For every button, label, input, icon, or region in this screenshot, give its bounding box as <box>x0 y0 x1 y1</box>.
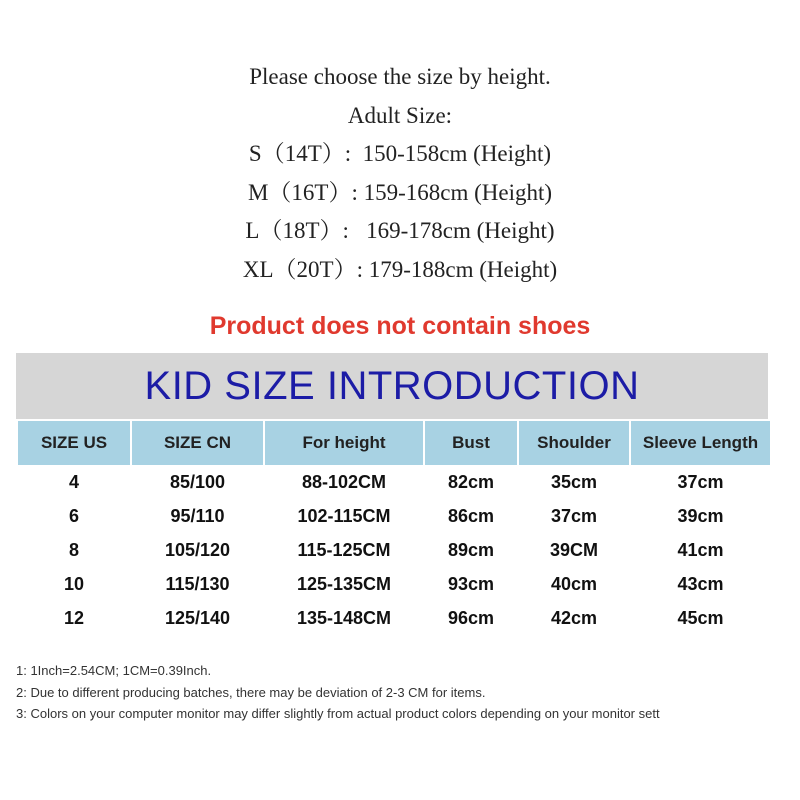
adult-size-line-l: L（18T）: 169-178cm (Height) <box>245 218 555 243</box>
cell-size-us: 12 <box>63 607 85 628</box>
adult-size-line-xl: XL（20T）: 179-188cm (Height) <box>242 256 558 282</box>
size-notes <box>16 660 800 725</box>
table-row <box>18 533 770 567</box>
adult-size-line-s: S（14T）: 150-158cm (Height) <box>248 141 552 166</box>
cell-shoulder: 42cm <box>550 607 598 628</box>
adult-size-block <box>0 58 800 289</box>
header-bust: Bust <box>425 421 517 465</box>
cell-size-us: 10 <box>63 573 85 594</box>
cell-size-cn: 95/110 <box>170 505 225 526</box>
cell-bust: 82cm <box>447 471 495 492</box>
cell-shoulder: 35cm <box>550 471 598 492</box>
cell-shoulder: 39CM <box>549 539 598 560</box>
cell-height: 115-125CM <box>297 539 391 560</box>
table-row <box>18 465 770 499</box>
table-header-row <box>18 421 770 465</box>
cell-sleeve-length: 41cm <box>677 539 724 560</box>
table-row <box>18 499 770 533</box>
table-row <box>18 601 770 635</box>
cell-size-cn: 105/120 <box>164 539 231 560</box>
cell-size-us: 8 <box>68 539 79 560</box>
cell-size-cn: 125/140 <box>164 607 231 628</box>
cell-size-cn: 115/130 <box>165 573 230 594</box>
cell-size-us: 4 <box>68 471 79 492</box>
cell-height: 102-115CM <box>297 505 391 526</box>
header-shoulder: Shoulder <box>519 421 629 465</box>
cell-size-us: 6 <box>68 505 79 526</box>
note-line-conversion: 1: 1Inch=2.54CM; 1CM=0.39Inch. <box>16 663 212 678</box>
header-height: For height <box>265 421 423 465</box>
cell-height: 125-135CM <box>296 573 392 594</box>
header-size-us: SIZE US <box>18 421 130 465</box>
kid-size-table <box>16 421 772 635</box>
kid-size-banner: KID SIZE INTRODUCTION <box>16 353 768 419</box>
cell-sleeve-length: 39cm <box>677 505 724 526</box>
cell-shoulder: 37cm <box>550 505 598 526</box>
note-line-colors: 3: Colors on your computer monitor may differ slightly from actual product colors depending on your monitor sett <box>16 706 660 721</box>
cell-sleeve-length: 45cm <box>677 607 724 628</box>
cell-bust: 93cm <box>447 573 495 594</box>
cell-height: 135-148CM <box>296 607 392 628</box>
adult-size-line-m: M（16T）: 159-168cm (Height) <box>247 179 553 205</box>
cell-size-cn: 85/100 <box>169 471 226 492</box>
note-line-deviation: 2: Due to different producing batches, there may be deviation of 2-3 CM for items. <box>16 684 486 700</box>
cell-bust: 86cm <box>447 505 495 526</box>
size-intro-text: Please choose the size by height. <box>249 64 551 89</box>
header-size-cn: SIZE CN <box>132 421 263 465</box>
cell-bust: 96cm <box>447 607 495 628</box>
adult-size-heading: Adult Size: <box>347 102 453 128</box>
header-sleeve-length: Sleeve Length <box>631 421 770 465</box>
cell-height: 88-102CM <box>301 471 387 492</box>
cell-sleeve-length: 37cm <box>677 471 724 492</box>
shoes-notice: Product does not contain shoes <box>209 312 591 340</box>
cell-shoulder: 40cm <box>550 573 598 594</box>
cell-sleeve-length: 43cm <box>677 573 724 594</box>
cell-bust: 89cm <box>447 539 495 560</box>
table-row <box>18 567 770 601</box>
